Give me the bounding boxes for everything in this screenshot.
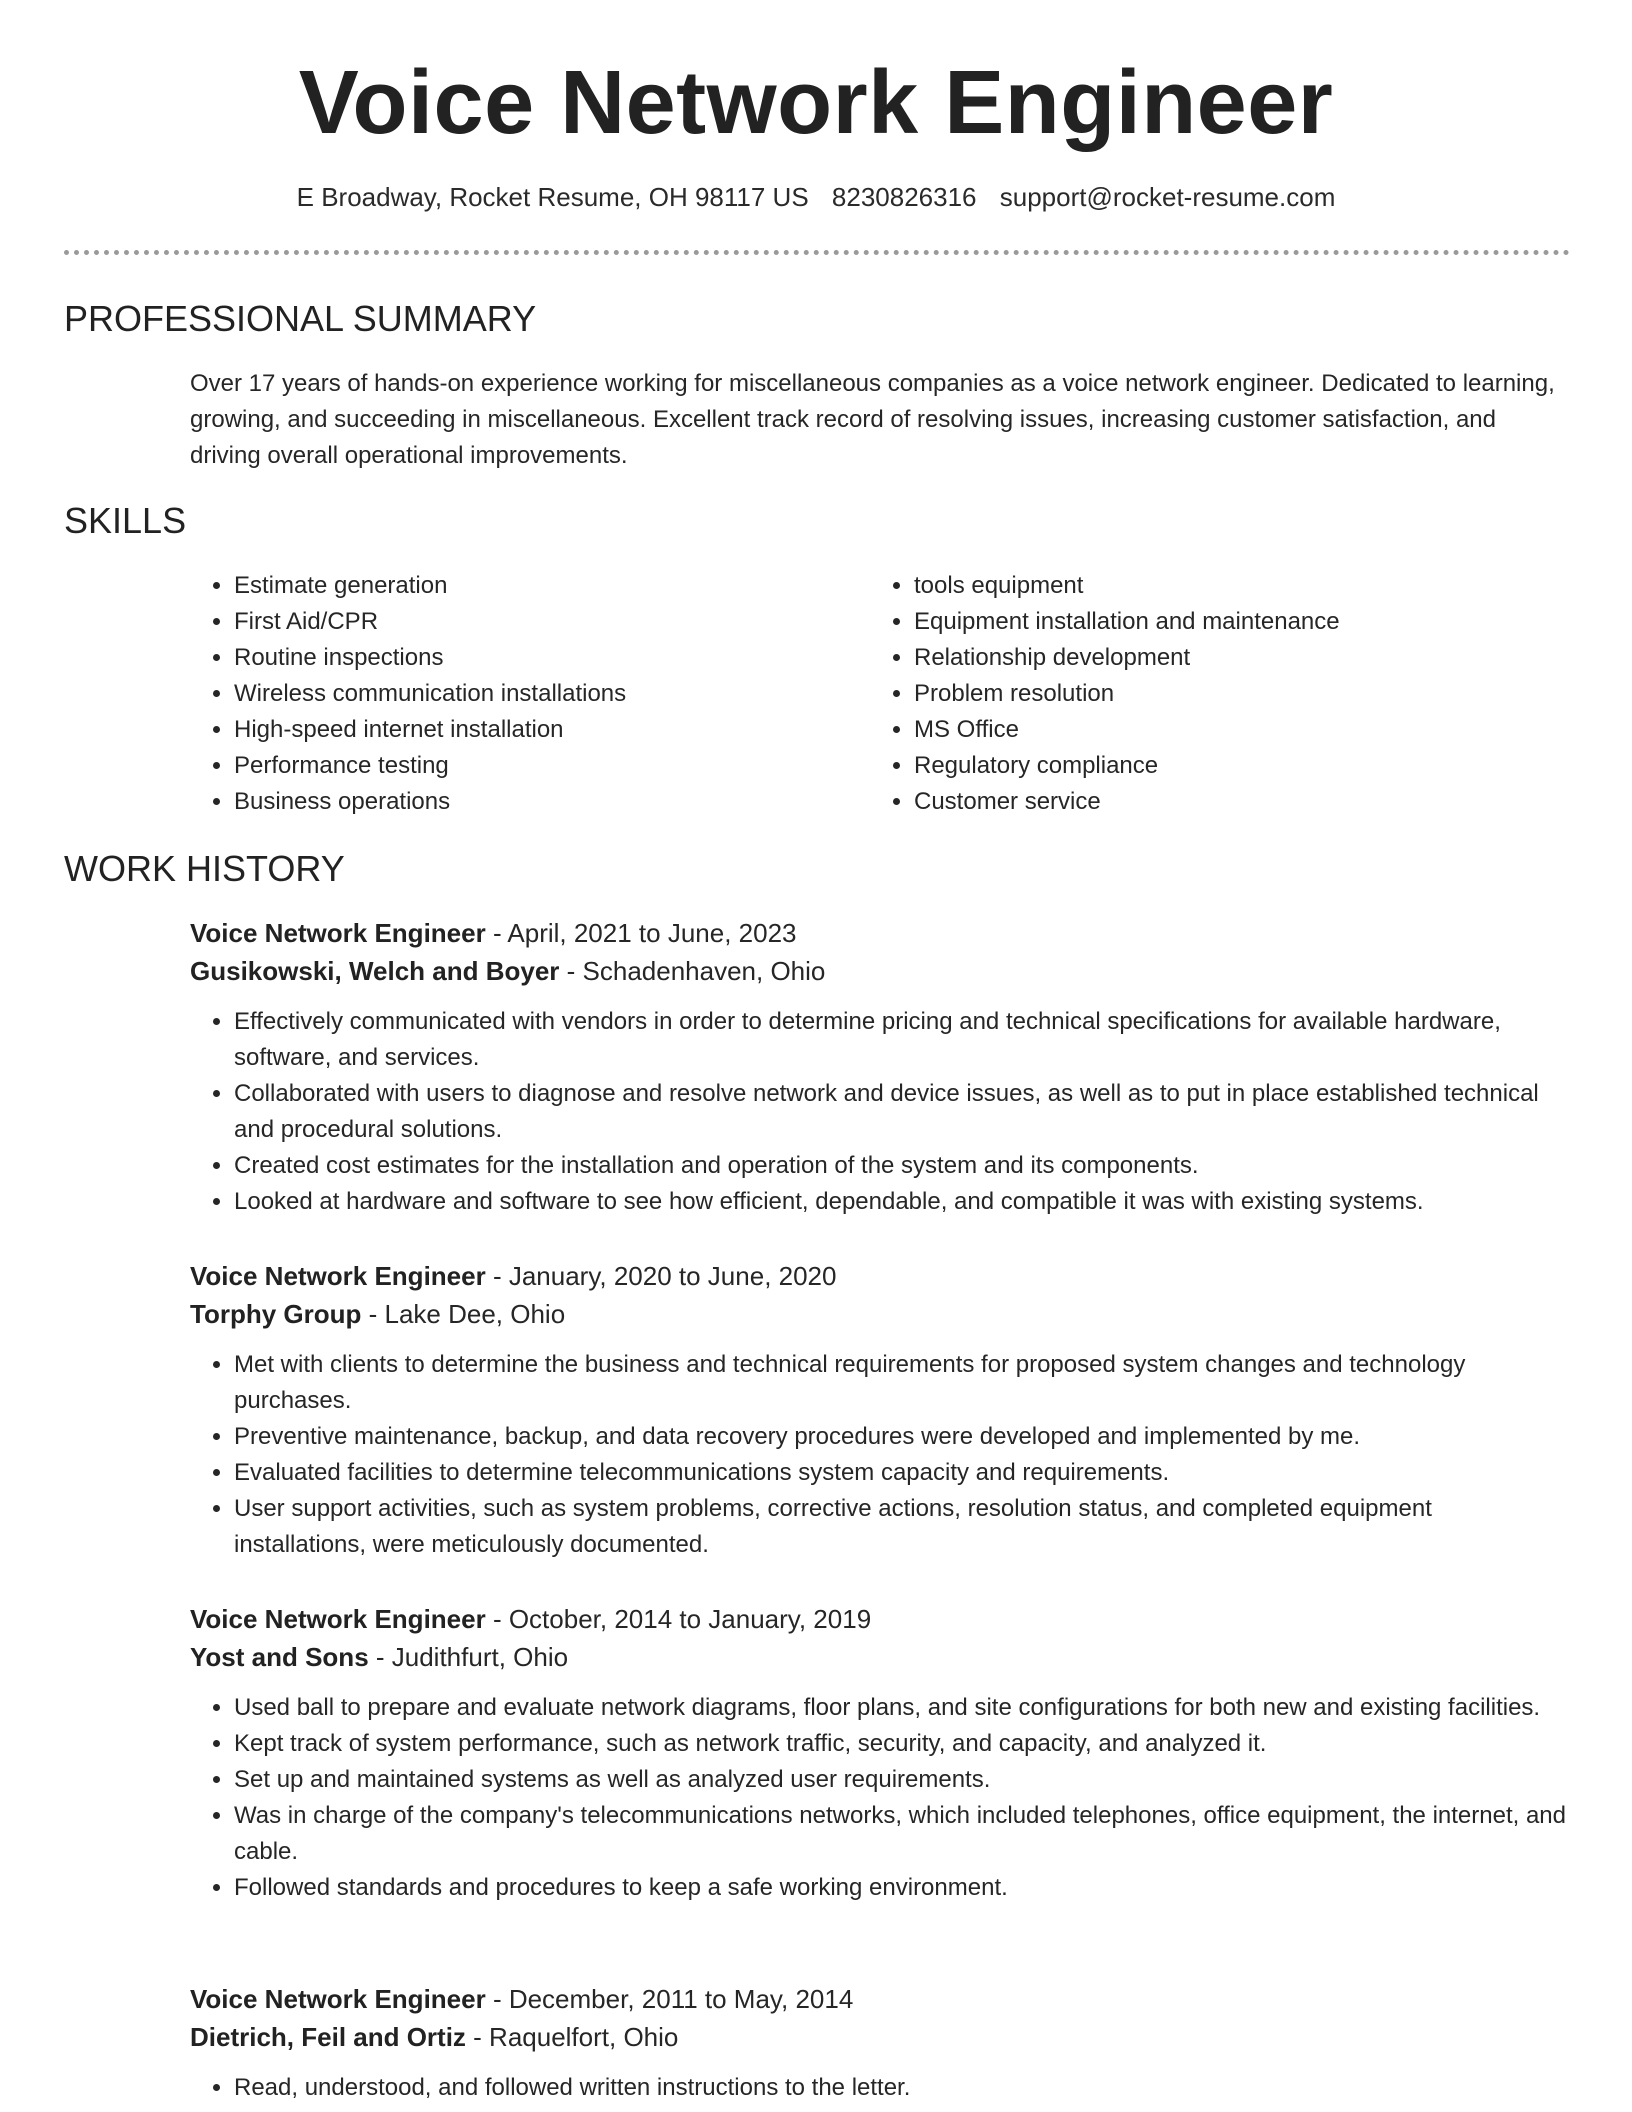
skill-item: • Regulatory compliance (914, 748, 1340, 784)
job-bullets (190, 1347, 1570, 1563)
job-company-line (190, 2018, 1570, 2056)
job-bullet: • Preventive maintenance, backup, and data recovery procedures were developed and implemented by me. (234, 1419, 1570, 1455)
skill-item: • Equipment installation and maintenance (914, 604, 1340, 640)
contact-line (0, 182, 1632, 213)
job-title-line (190, 1257, 1570, 1295)
skill-item: • Business operations (234, 784, 626, 820)
job-company: Yost and Sons (190, 1642, 369, 1672)
job-company: Torphy Group (190, 1299, 362, 1329)
skill-item: • Relationship development (914, 640, 1340, 676)
job-title: Voice Network Engineer (190, 918, 486, 948)
job-bullet: • Evaluated facilities to determine telecommunications system capacity and requirements. (234, 1455, 1570, 1491)
job-entry (190, 1257, 1570, 1563)
job-dates: - January, 2020 to June, 2020 (485, 1261, 837, 1291)
job-bullet: • Effectively communicated with vendors in order to determine pricing and technical specifications for available hardware, software, and services. (234, 1004, 1570, 1076)
job-bullet: • Used ball to prepare and evaluate network diagrams, floor plans, and site configurations for both new and existing facilities. (234, 1690, 1570, 1726)
job-bullet: • Created cost estimates for the installation and operation of the system and its components. (234, 1148, 1570, 1184)
contact-address: E Broadway, Rocket Resume, OH 98117 US (296, 182, 809, 212)
contact-email: support@rocket-resume.com (999, 182, 1336, 212)
job-dates: - December, 2011 to May, 2014 (485, 1984, 854, 2014)
job-bullet: • Kept track of system performance, such as network traffic, security, and capacity, and analyzed it. (234, 1726, 1570, 1762)
job-bullet: • Met with clients to determine the business and technical requirements for proposed system changes and technology purchases. (234, 1347, 1570, 1419)
work-history-heading: WORK HISTORY (64, 848, 345, 889)
job-company: Gusikowski, Welch and Boyer (190, 956, 560, 986)
skill-item: • tools equipment (914, 568, 1340, 604)
job-entry (190, 914, 1570, 1220)
skill-item: • Performance testing (234, 748, 626, 784)
job-location: - Raquelfort, Ohio (465, 2022, 679, 2052)
job-company: Dietrich, Feil and Ortiz (190, 2022, 466, 2052)
job-bullets (190, 1004, 1570, 1220)
job-title-line (190, 1980, 1570, 2018)
job-title: Voice Network Engineer (190, 1261, 486, 1291)
resume-name: Voice Network Engineer (298, 53, 1334, 153)
job-title-line (190, 914, 1570, 952)
skills-list-right (870, 568, 1340, 820)
job-location: - Lake Dee, Ohio (361, 1299, 566, 1329)
skills-list-left (190, 568, 626, 820)
job-bullet: • Looked at hardware and software to see how efficient, dependable, and compatible it was with existing systems. (234, 1184, 1570, 1220)
job-title-line (190, 1600, 1570, 1638)
job-entry (190, 1980, 1570, 2106)
summary-heading: PROFESSIONAL SUMMARY (64, 298, 537, 339)
job-company-line (190, 952, 1570, 990)
job-bullet: • Was in charge of the company's telecommunications networks, which included telephones, office equipment, the internet, and cable. (234, 1798, 1570, 1870)
job-bullet: • Set up and maintained systems as well as analyzed user requirements. (234, 1762, 1570, 1798)
job-company-line (190, 1638, 1570, 1676)
job-bullet: • User support activities, such as system problems, corrective actions, resolution status, and completed equipment installations, were meticulously documented. (234, 1491, 1570, 1563)
skills-heading: SKILLS (64, 500, 187, 541)
summary-text: Over 17 years of hands-on experience working for miscellaneous companies as a voice network engineer. Dedicated to learning, growing, and succeeding in miscellaneous. Excellent track record of resolving issues, increasing customer satisfaction, and driving overall operational improvements. (190, 370, 1555, 469)
job-location: - Schadenhaven, Ohio (559, 956, 826, 986)
skill-item: • MS Office (914, 712, 1340, 748)
skill-item: • First Aid/CPR (234, 604, 626, 640)
skill-item: • Customer service (914, 784, 1340, 820)
contact-phone: 8230826316 (831, 182, 977, 212)
skill-item: • Wireless communication installations (234, 676, 626, 712)
job-title: Voice Network Engineer (190, 1604, 486, 1634)
job-bullets (190, 2070, 1570, 2106)
skill-item: • Routine inspections (234, 640, 626, 676)
skill-item: • Problem resolution (914, 676, 1340, 712)
skill-item: • Estimate generation (234, 568, 626, 604)
header-divider (64, 250, 1570, 255)
job-company-line (190, 1295, 1570, 1333)
job-bullet: • Collaborated with users to diagnose and resolve network and device issues, as well as to put in place established technical and procedural solutions. (234, 1076, 1570, 1148)
job-bullet: • Read, understood, and followed written instructions to the letter. (234, 2070, 1570, 2106)
skill-item: • High-speed internet installation (234, 712, 626, 748)
job-entry (190, 1600, 1570, 1906)
job-bullets (190, 1690, 1570, 1906)
job-bullet: • Followed standards and procedures to keep a safe working environment. (234, 1870, 1570, 1906)
job-title: Voice Network Engineer (190, 1984, 486, 2014)
job-dates: - April, 2021 to June, 2023 (485, 918, 797, 948)
job-location: - Judithfurt, Ohio (368, 1642, 569, 1672)
job-dates: - October, 2014 to January, 2019 (485, 1604, 872, 1634)
